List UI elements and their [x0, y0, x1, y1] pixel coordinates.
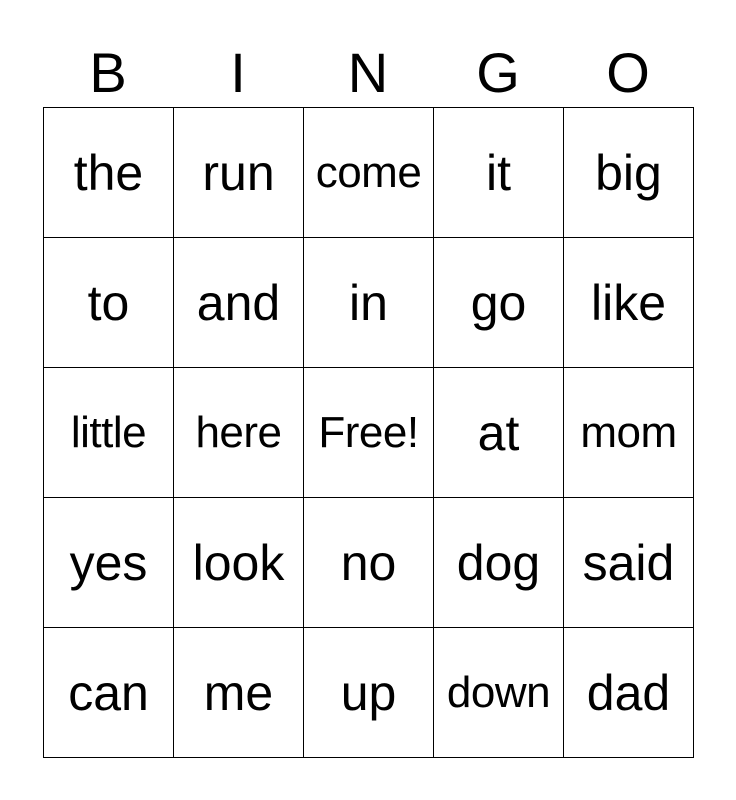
bingo-board: [43, 107, 694, 758]
bingo-cell[interactable]: come: [304, 108, 434, 238]
bingo-cell[interactable]: yes: [44, 498, 174, 628]
header-letter-o: O: [606, 41, 650, 104]
header-letter-g: G: [476, 41, 520, 104]
bingo-cell[interactable]: little: [44, 368, 174, 498]
bingo-cell[interactable]: go: [434, 238, 564, 368]
bingo-cell[interactable]: no: [304, 498, 434, 628]
bingo-cell[interactable]: run: [174, 108, 304, 238]
bingo-cell[interactable]: it: [434, 108, 564, 238]
bingo-cell[interactable]: can: [44, 628, 174, 758]
bingo-cell[interactable]: dad: [564, 628, 694, 758]
free-space-cell[interactable]: Free!: [304, 368, 434, 498]
bingo-cell[interactable]: up: [304, 628, 434, 758]
bingo-cell[interactable]: in: [304, 238, 434, 368]
header-letter-b: B: [89, 41, 127, 104]
bingo-cell[interactable]: big: [564, 108, 694, 238]
bingo-cell[interactable]: me: [174, 628, 304, 758]
bingo-cell[interactable]: at: [434, 368, 564, 498]
bingo-cell[interactable]: dog: [434, 498, 564, 628]
bingo-cell[interactable]: said: [564, 498, 694, 628]
bingo-cell[interactable]: mom: [564, 368, 694, 498]
bingo-header: [43, 40, 693, 106]
bingo-cell[interactable]: like: [564, 238, 694, 368]
bingo-cell[interactable]: and: [174, 238, 304, 368]
bingo-cell[interactable]: to: [44, 238, 174, 368]
bingo-cell[interactable]: down: [434, 628, 564, 758]
bingo-cell[interactable]: look: [174, 498, 304, 628]
bingo-cell[interactable]: the: [44, 108, 174, 238]
bingo-cell[interactable]: here: [174, 368, 304, 498]
header-letter-i: I: [230, 41, 246, 104]
header-letter-n: N: [347, 41, 389, 104]
